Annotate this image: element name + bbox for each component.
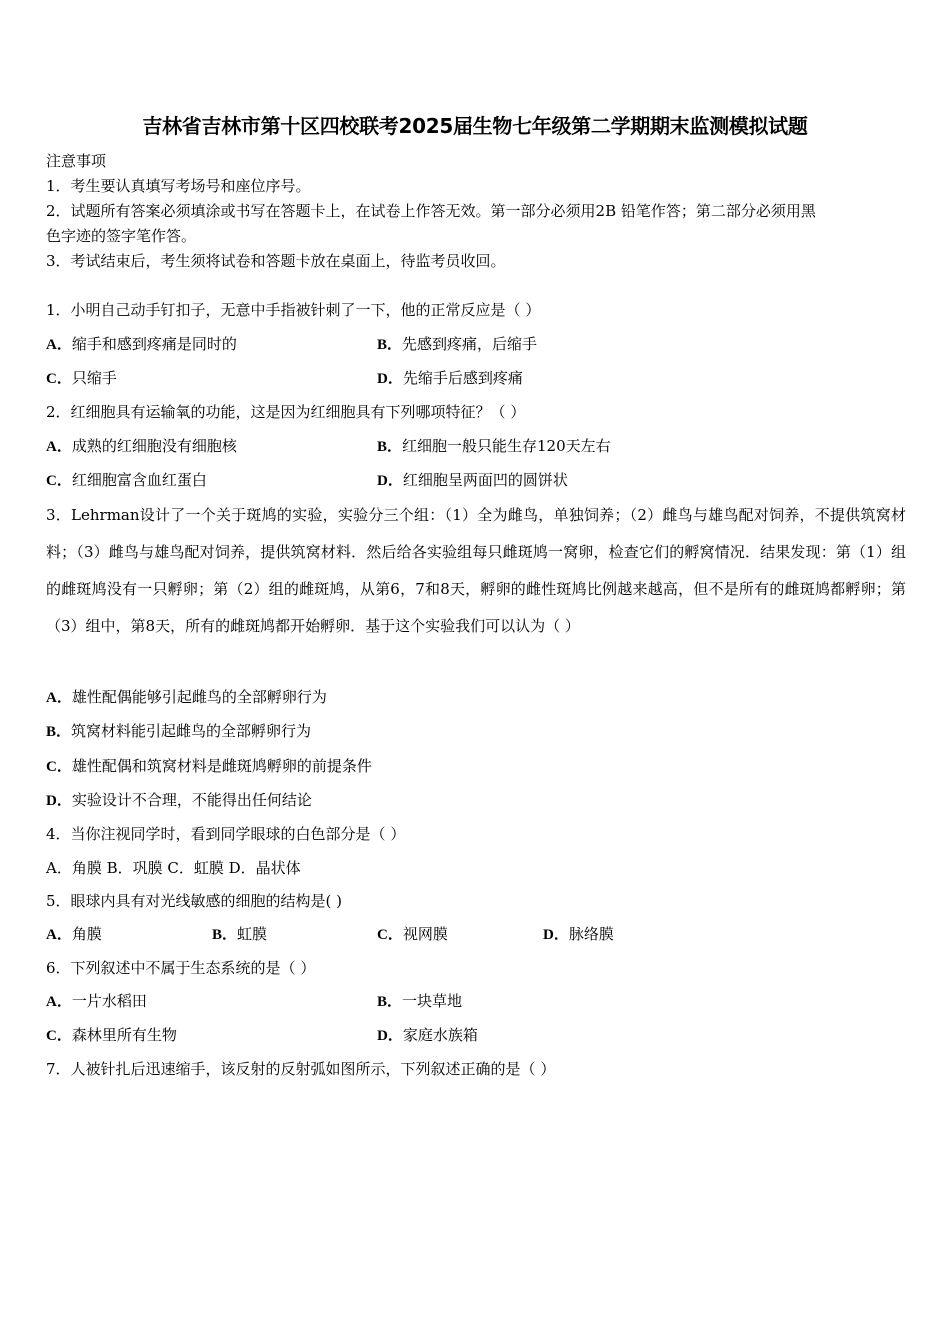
question-stem: 3．Lehrman设计了一个关于斑鸠的实验，实验分三个组：（1）全为雌鸟，单独饲养；（2）雌鸟与雄鸟配对饲养，不提供筑窝材料；（3）雌鸟与雄鸟配对饲养，提供筑窝材料．然后给各实验组每只雌斑鸠一窝卵，检查它们的孵窝情况．结果发现：第（1）组的雌斑鸠没有一只孵卵；第（2）组的雌斑鸠，从第6，7和8天，孵卵的雌性斑鸠比例越来越高，但不是所有的雌斑鸠都孵卵；第（3）组中，第8天，所有的雌斑鸠都开始孵卵．基于这个实验我们可以认为（ ） bbox=[46, 506, 906, 635]
option-c: C．只缩手 bbox=[46, 369, 117, 387]
option-d: D．脉络膜 bbox=[543, 925, 614, 943]
option-d: D．先缩手后感到疼痛 bbox=[377, 369, 523, 387]
notice-heading: 注意事项 bbox=[46, 152, 107, 170]
notice-item: 2．试题所有答案必须填涂或书写在答题卡上，在试卷上作答无效。第一部分必须用2B 铅笔作答；第二部分必须用黑 bbox=[46, 202, 816, 220]
option-b: B．虹膜 bbox=[212, 925, 268, 943]
option-c: C．视网膜 bbox=[377, 925, 448, 943]
option-a: A．缩手和感到疼痛是同时的 bbox=[46, 335, 237, 353]
notice-item: 1．考生要认真填写考场号和座位序号。 bbox=[46, 177, 311, 195]
question-stem: 7．人被针扎后迅速缩手，该反射的反射弧如图所示，下列叙述正确的是（ ） bbox=[46, 1060, 556, 1078]
option-a: A．角膜 bbox=[46, 925, 102, 943]
option-d: D．实验设计不合理，不能得出任何结论 bbox=[46, 791, 312, 809]
option-d: D．红细胞呈两面凹的圆饼状 bbox=[377, 471, 568, 489]
option-b: B．筑窝材料能引起雌鸟的全部孵卵行为 bbox=[46, 722, 312, 740]
option-c: C．森林里所有生物 bbox=[46, 1026, 177, 1044]
question-stem: 6．下列叙述中不属于生态系统的是（ ） bbox=[46, 959, 316, 977]
question-stem: 2．红细胞具有运输氧的功能，这是因为红细胞具有下列哪项特征？（ ） bbox=[46, 403, 526, 421]
option-c: C．红细胞富含血红蛋白 bbox=[46, 471, 207, 489]
option-a: A．成熟的红细胞没有细胞核 bbox=[46, 437, 237, 455]
option-a: A．雄性配偶能够引起雌鸟的全部孵卵行为 bbox=[46, 688, 327, 706]
option-c: C．雄性配偶和筑窝材料是雌斑鸠孵卵的前提条件 bbox=[46, 757, 372, 775]
option-b: B．红细胞一般只能生存120天左右 bbox=[377, 437, 611, 455]
question-stem: 5．眼球内具有对光线敏感的细胞的结构是( ) bbox=[46, 892, 343, 910]
option-b: B．先感到疼痛，后缩手 bbox=[377, 335, 538, 353]
page-title: 吉林省吉林市第十区四校联考2025届生物七年级第二学期期末监测模拟试题 bbox=[142, 114, 808, 138]
notice-item: 3．考试结束后，考生须将试卷和答题卡放在桌面上，待监考员收回。 bbox=[46, 252, 506, 270]
notice-item: 色字迹的签字笔作答。 bbox=[46, 227, 197, 245]
option-d: D．家庭水族箱 bbox=[377, 1026, 478, 1044]
question-stem: 4．当你注视同学时，看到同学眼球的白色部分是（ ） bbox=[46, 825, 406, 843]
inline-options: A．角膜 B．巩膜 C．虹膜 D．晶状体 bbox=[46, 859, 301, 877]
question-stem: 1．小明自己动手钉扣子，无意中手指被针刺了一下，他的正常反应是（ ） bbox=[46, 301, 541, 319]
option-b: B．一块草地 bbox=[377, 992, 463, 1010]
option-a: A．一片水稻田 bbox=[46, 992, 147, 1010]
